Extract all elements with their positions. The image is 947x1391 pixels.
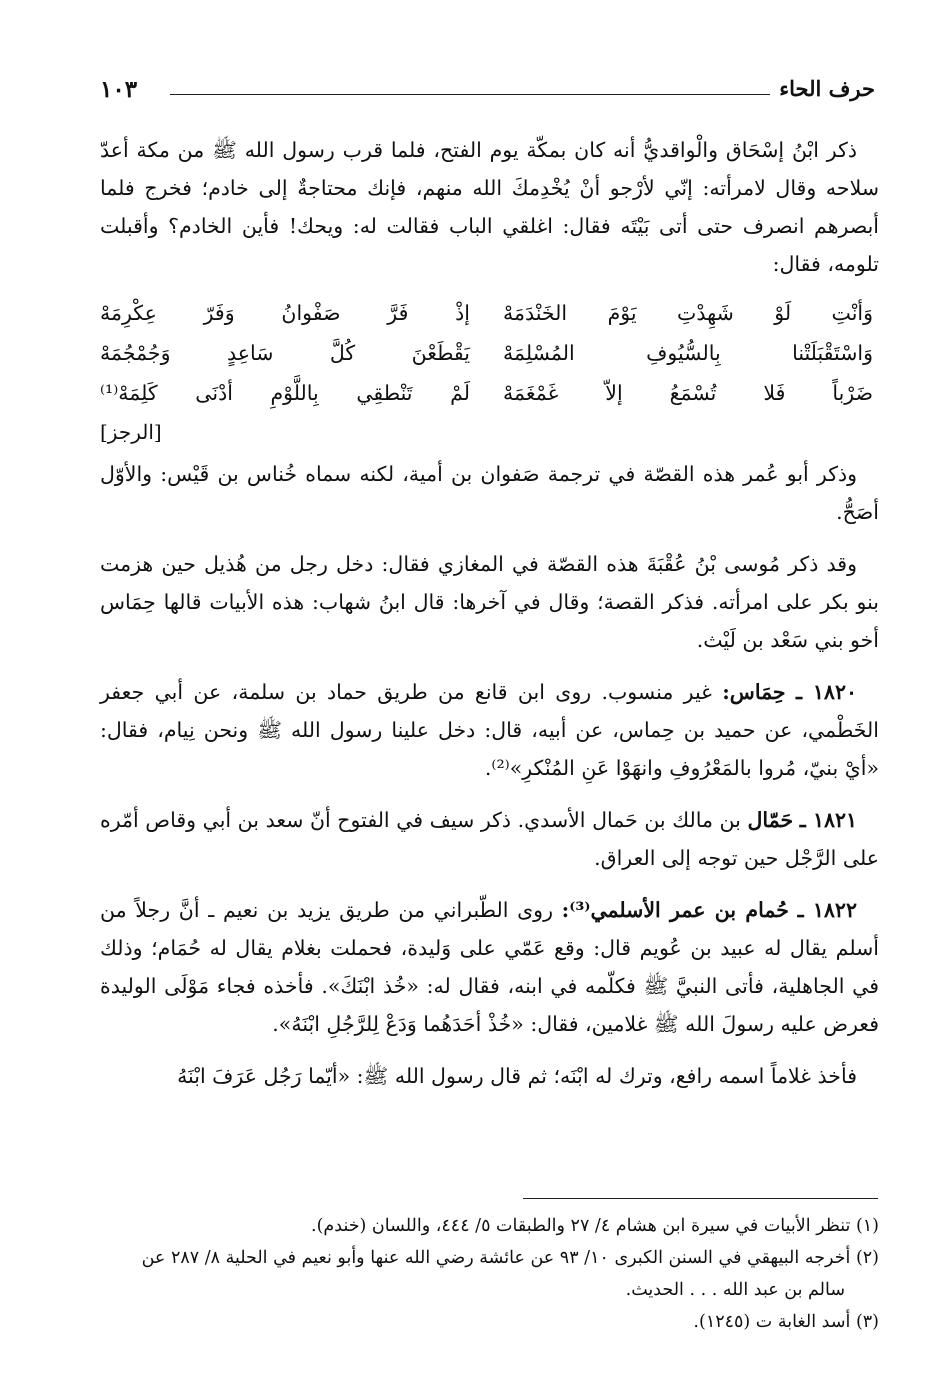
chapter-title: حرف الحاء <box>779 76 875 101</box>
poem-line-3 <box>100 373 879 413</box>
footnote-marker: (٣) <box>855 1312 879 1332</box>
paragraph-intro <box>100 131 879 283</box>
entry-number: ١٨٢٠ ـ <box>795 680 857 704</box>
poem-hemistich-1: ضَرْباً فَلا تُسْمَعُ إلاّ غَمْغَمَهْ <box>503 381 873 405</box>
poem-hemistich-2: إذْ فَرَّ صَفْوانُ وَفَرّ عِكْرِمَهْ <box>100 301 470 325</box>
footnote-marker: (٢) <box>855 1248 879 1268</box>
footnote-3 <box>100 1306 879 1338</box>
entry-name: حُمام بن عمر الأسلمي⁽³⁾: <box>561 898 789 922</box>
poem-hemistich-2: لَمْ تَنْطقِي بِاللَّوْمِ أدْنَى كَلِمَهْ⁽¹⁾ <box>100 381 470 405</box>
entry-1820 <box>100 673 879 787</box>
footnote-1 <box>100 1210 879 1242</box>
footnote-text: أخرجه البيهقي في السنن الكبرى ١٠/ ٩٣ عن عائشة رضي الله عنها وأبو نعيم في الحلية ٨/ ٢٨٧ عن <box>141 1248 851 1268</box>
footnote-rule <box>523 1198 878 1199</box>
page-number: ١٠٣ <box>100 76 138 103</box>
poem-line-2 <box>100 333 879 373</box>
footnote-marker: (١) <box>855 1216 879 1236</box>
main-text <box>100 131 879 1101</box>
paragraph-text: وذكر أبو عُمر هذه القصّة في ترجمة صَفوان بن أمية، لكنه سماه خُناس بن قَيْس: والأوّل أصَحُّ. <box>100 462 879 524</box>
entry-number: ١٨٢١ ـ <box>799 808 857 832</box>
entry-text: روى الطّبراني من طريق يزيد بن نعيم ـ أنَّ رجلاً من أسلم يقال له عبيد بن عُويم قال: وقع عَمّي على وَليدة، فحملت بغلام يقال له حُمَام؛ وذلك في الجاهلية، فأتى النبيَّ ﷺ فكلّمه في ابنه، فقال له: «خُذ ابْنَكَ». فأخذه فجاء مَوْلَى الوليدة فعرض عليه رسولَ الله ﷺ غلامين، فقال: «خُذْ أحَدَهُما وَدَعْ لِلرَّجُلِ ابْنَهُ». <box>100 898 879 1036</box>
entry-name: حِمَاس: <box>722 680 786 704</box>
entry-name: حَمّال <box>747 808 794 832</box>
poem-hemistich-2: يَقْطَعْنَ كُلَّ سَاعِدٍ وَجُمْجُمَهْ <box>100 341 470 365</box>
paragraph-text: وقد ذكر مُوسى بْنُ عُقْبَةَ هذه القصّة في المغازي فقال: دخل رجل من هُذيل حين هزمت بنو بكر على امرأته. فذكر القصة؛ وقال في آخرها: قال ابنُ شهاب: هذه الأبيات قالها حِمَاس أخو بني سَعْد بن لَيْث. <box>100 552 879 652</box>
paragraph-abu-umar <box>100 455 879 531</box>
footnote-text: أسد الغابة ت (١٢٤٥). <box>693 1312 851 1332</box>
running-header <box>100 76 875 112</box>
poem-meter: [الرجز] <box>100 420 162 444</box>
paragraph-continuation <box>100 1057 879 1095</box>
footnote-2-continuation: سالم بن عبد الله . . . الحديث. <box>625 1280 845 1300</box>
poem-hemistich-1: وَأنْتِ لَوْ شَهِدْتِ يَوْمَ الخَنْدَمَهْ <box>503 301 873 325</box>
poem <box>100 293 879 451</box>
paragraph-text: فأخذ غلاماً اسمه رافع، وترك له ابْنَه؛ ثم قال رسول الله ﷺ: «أيّما رَجُل عَرَفَ ابْنَهُ <box>177 1064 857 1088</box>
footnote-2 <box>100 1242 879 1274</box>
entry-text: غير منسوب. روى ابن قانع من طريق حماد بن سلمة، عن أبي جعفر الخَطْمي، عن حميد بن حِماس، عن أبيه، قال: دخل علينا رسول الله ﷺ ونحن نِيام، فقال: «أيْ بنيّ، مُروا بالمَعْرُوفِ وانهَوْا عَنِ المُنْكرِ»⁽²⁾. <box>100 680 879 780</box>
footnote-text: تنظر الأبيات في سيرة ابن هشام ٤/ ٢٧ والطبقات ٥/ ٤٤٤، واللسان (خندم). <box>311 1216 851 1236</box>
poem-line-1 <box>100 293 879 333</box>
entry-1822 <box>100 891 879 1043</box>
poem-hemistich-1: وَاسْتَقْبَلَتْنا بِالسُّيُوفِ المُسْلِمَهْ <box>503 341 873 365</box>
paragraph-text: ذكر ابْنُ إسْحَاق والْواقديُّ أنه كان بمكّة يوم الفتح، فلما قرب رسول الله ﷺ من مكة أعدّ سلاحه وقال لامرأته: إنّي لأرْجو أنْ يُخْدِمكَ الله منهم، فإنك محتاجةٌ إلى خادم؛ فخرج فلما أبصرهم انصرف حتى أتى بَيْتَه فقال: اغلقي الباب فقالت له: ويحك! فأين الخادم؟ وأقبلت تلومه، فقال: <box>100 138 879 276</box>
entry-text: بن مالك بن حَمال الأسدي. ذكر سيف في الفتوح أنّ سعد بن أبي وقاص أمّره على الرَّجْل حين توجه إلى العراق. <box>100 808 879 870</box>
footnotes <box>100 1210 879 1338</box>
entry-number: ١٨٢٢ ـ <box>797 898 857 922</box>
entry-1821 <box>100 801 879 877</box>
header-rule <box>170 94 770 95</box>
paragraph-musa <box>100 545 879 659</box>
